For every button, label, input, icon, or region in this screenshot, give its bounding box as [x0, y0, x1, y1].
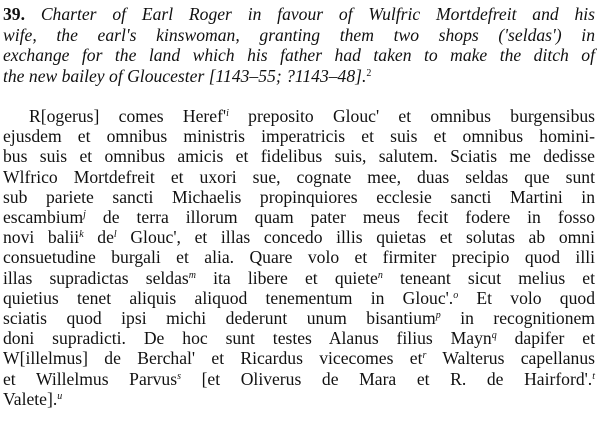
- body-text: doni supradicti. De hoc sunt testes Alanus filius Mayn: [3, 328, 492, 349]
- body-line-9: [3, 268, 595, 288]
- footnote-mark: n: [377, 269, 383, 281]
- body-text: quietius tenet aliquis aliquod tenementum in Glouc'.: [3, 287, 454, 308]
- body-text: de terra illorum quam pater meus fecit fodere in fosso: [85, 207, 595, 228]
- body-text: Walterus capellanus: [426, 348, 595, 369]
- body-line-13: [3, 348, 595, 368]
- footnote-mark: i: [226, 108, 229, 119]
- body-text: ejusdem et omnibus ministris imperatricis et suis et omnibus homini-: [3, 126, 595, 147]
- body-line-6: [3, 207, 595, 227]
- footnote-mark: j: [83, 209, 86, 221]
- body-text: consuetudine burgali et alia. Quare volo et firmiter precipio quod illi: [3, 247, 595, 268]
- body-line-5: [3, 187, 595, 207]
- body-text: Wlfrico Mortdefreit et uxori sue, cognate mee, duas seldas que sunt: [3, 166, 595, 187]
- footnote-mark: q: [491, 330, 497, 342]
- body-line-15: [3, 389, 595, 409]
- body-text: novi balii: [3, 227, 80, 248]
- body-text: Valete].: [3, 388, 58, 409]
- body-text: ita libere et quiete: [195, 267, 378, 288]
- body-line-10: [3, 288, 595, 308]
- body-text: preposito Glouc' et omnibus burgensibus: [228, 106, 596, 126]
- body-line-14: [3, 369, 595, 389]
- body-line-3: [3, 146, 595, 166]
- charter-number: 39.: [3, 4, 25, 24]
- footnote-mark: l: [113, 229, 117, 241]
- body-text: [et Oliverus de Mara et R. de Hairford'.: [180, 368, 593, 389]
- heading-footnote-mark: 2: [366, 67, 372, 79]
- charter-text: [3, 106, 595, 409]
- body-text: R[ogerus] comes Heref': [29, 106, 227, 126]
- footnote-mark: t: [592, 370, 595, 382]
- body-text: bus suis et omnibus amicis et fidelibus suis, salutem. Sciatis me dedisse: [3, 146, 595, 167]
- body-text: de: [83, 227, 114, 248]
- body-line-7: [3, 227, 595, 247]
- body-text: et Willelmus Parvus: [3, 368, 178, 389]
- heading-text-end: the new bailey of Gloucester [1143–55; ?1143–48].: [3, 65, 367, 86]
- body-line-12: [3, 328, 595, 348]
- body-line-1: [3, 106, 595, 126]
- heading-line-2: wife, the earl's kinswoman, granting them two shops ('seldas') in: [3, 24, 595, 45]
- body-text: sub pariete sancti Michaelis propinquiores ecclesie sancti Martini in: [3, 186, 595, 207]
- footnote-mark: m: [188, 269, 196, 281]
- body-text: Glouc', et illas concedo illis quietas et solutas ab omni: [116, 227, 595, 248]
- heading-text: Charter of Earl Roger in favour of Wulfric Mortdefreit and his: [40, 4, 595, 24]
- body-text: illas supradictas seldas: [3, 267, 189, 288]
- heading-line-4: [3, 66, 595, 87]
- charter-heading: [3, 4, 595, 86]
- heading-line-3: exchange for the land which his father had taken to make the ditch of: [3, 45, 595, 66]
- footnote-mark: s: [177, 370, 181, 382]
- heading-line-1: [3, 4, 595, 25]
- body-text: sciatis quod ipsi michi dederunt unum bisantium: [3, 308, 436, 329]
- body-line-8: [3, 247, 595, 267]
- body-text: dapifer et: [496, 328, 596, 349]
- footnote-mark: k: [79, 229, 84, 241]
- body-text: W[illelmus] de Berchal' et Ricardus vicecomes et: [3, 348, 423, 369]
- footnote-mark: u: [57, 390, 63, 402]
- body-line-2: [3, 126, 595, 146]
- body-text: escambium: [3, 207, 84, 228]
- body-text: Et volo quod: [458, 287, 595, 308]
- footnote-mark: o: [453, 289, 459, 301]
- body-line-4: [3, 167, 595, 187]
- body-text: in recognitionem: [440, 308, 595, 329]
- body-text: teneant sicut melius et: [382, 267, 595, 288]
- footnote-mark: r: [422, 350, 427, 362]
- body-line-11: [3, 308, 595, 328]
- footnote-mark: p: [435, 310, 441, 322]
